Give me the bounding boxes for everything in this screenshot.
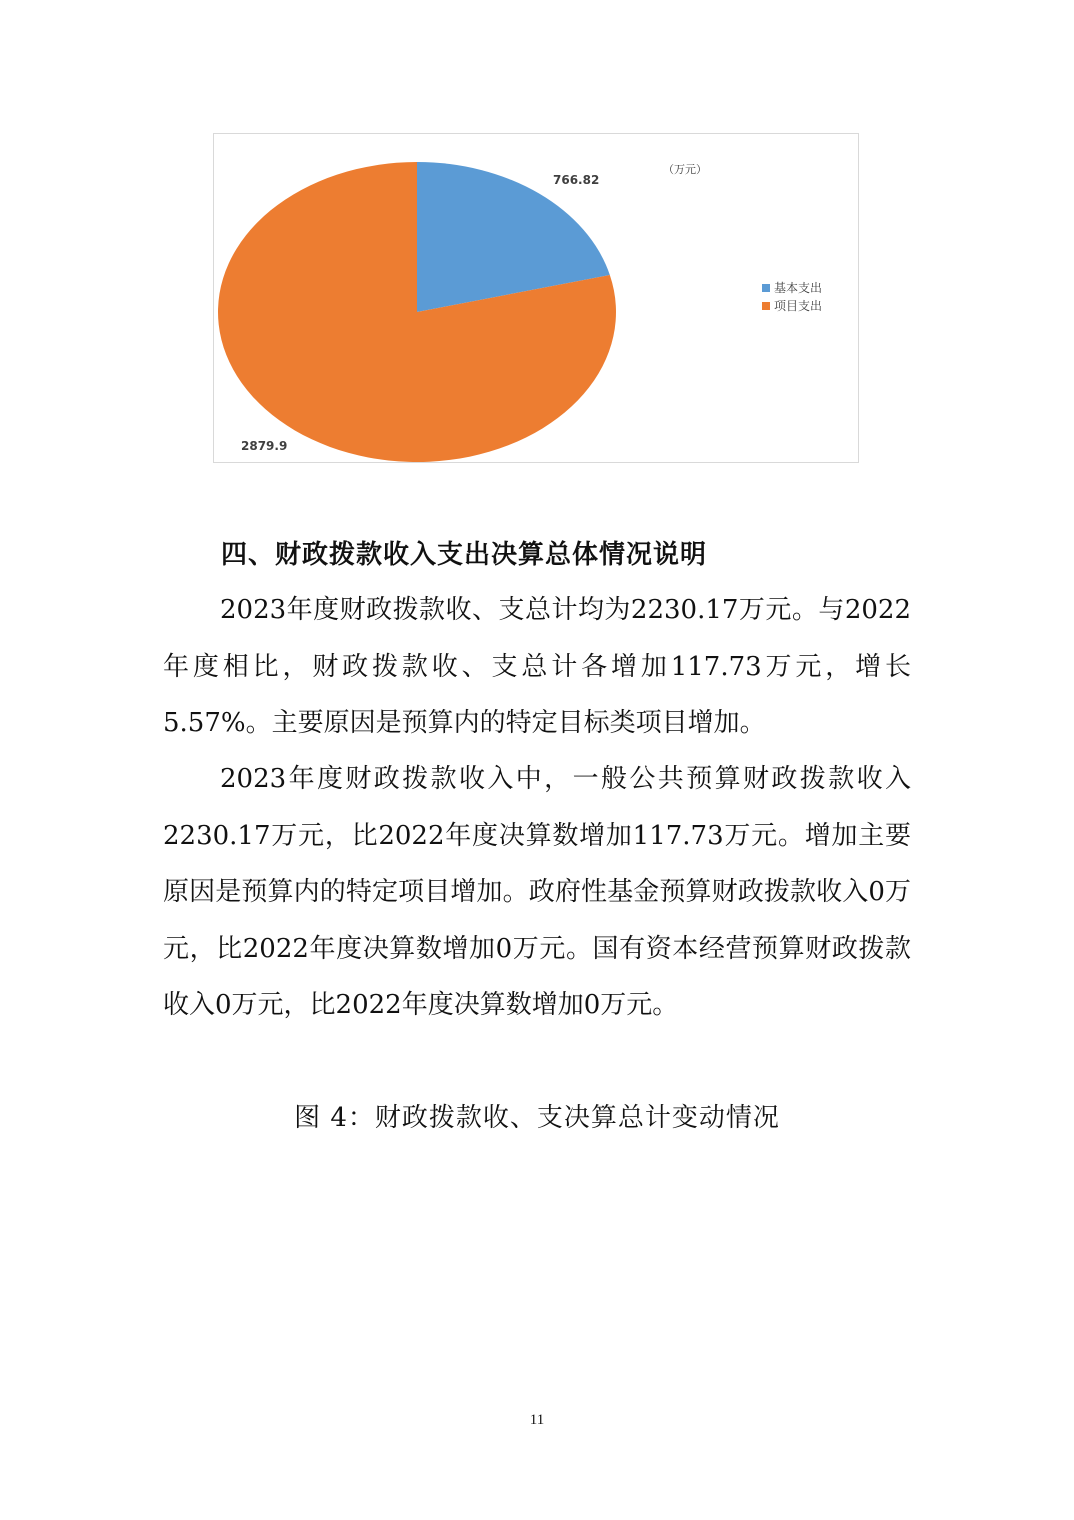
pie-chart — [213, 133, 859, 463]
legend-swatch-1 — [762, 284, 770, 292]
chart-unit-label: （万元） — [663, 163, 707, 176]
paragraph-total: 2023年度财政拨款收、支总计均为2230.17万元。与2022年度相比，财政拨款收、支总计各增加117.73万元，增长5.57%。主要原因是预算内的特定目标类项目增加。 — [163, 595, 911, 738]
legend-label-2: 项目支出 — [774, 299, 823, 313]
paragraph-detail: 2023年度财政拨款收入中，一般公共预算财政拨款收入2230.17万元，比2022年度决算数增加117.73万元。增加主要原因是预算内的特定项目增加。政府性基金预算财政拨款收入0万元，比2022年度决算数增加0万元。国有资本经营预算财政拨款收入0万元，比2022年度决算数增加0万元。 — [163, 764, 911, 1020]
figure-caption: 图 4：财政拨款收、支决算总计变动情况 — [294, 1103, 780, 1133]
pie-value-label-2: 2879.9 — [241, 439, 288, 453]
legend-label-1: 基本支出 — [774, 281, 823, 295]
pie-chart-svg — [214, 134, 860, 464]
pie-value-label-1: 766.82 — [553, 173, 600, 187]
section-heading: 四、财政拨款收入支出决算总体情况说明 — [221, 540, 708, 570]
page-number: 11 — [529, 1412, 545, 1428]
legend-swatch-2 — [762, 302, 770, 310]
